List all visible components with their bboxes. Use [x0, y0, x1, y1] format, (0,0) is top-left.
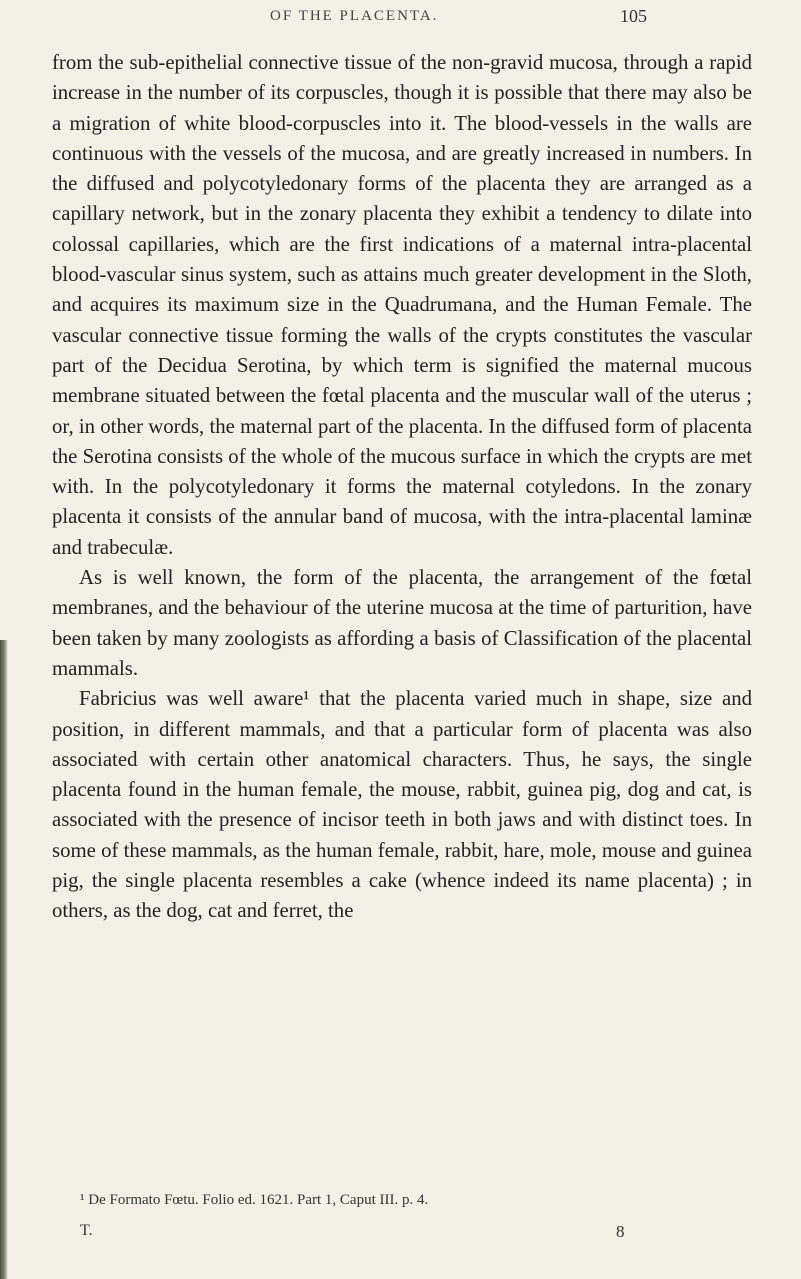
body-text	[52, 48, 752, 927]
signature-number: 8	[616, 1222, 625, 1241]
running-head: OF THE PLACENTA.	[270, 8, 439, 24]
footnote: ¹ De Formato Fœtu. Folio ed. 1621. Part 1, Caput III. p. 4.	[80, 1192, 429, 1208]
paragraph: Fabricius was well aware¹ that the placenta varied much in shape, size and position, in different mammals, and that a particular form of placenta was also associated with certain other anatomical characters. Thus, he says, the single placenta found in the human female, the mouse, rabbit, guinea pig, dog and cat, is associated with the presence of incisor teeth in both jaws and with distinct toes. In some of these mammals, as the human female, rabbit, hare, mole, mouse and guinea pig, the single placenta resembles a cake (whence indeed its name placenta) ; in others, as the dog, cat and ferret, the	[52, 687, 752, 923]
binding-edge-shadow	[0, 640, 8, 1279]
paragraph: from the sub-epithelial connective tissue of the non-gravid mucosa, through a rapid increase in the number of its corpuscles, though it is possible that there may also be a migration of white blood-corpuscles into it. The blood-vessels in the walls are continuous with the vessels of the mucosa, and are greatly increased in numbers. In the diffused and polycotyledonary forms of the placenta they are arranged as a capillary network, but in the zonary placenta they exhibit a tendency to dilate into colossal capillaries, which are the first indications of a maternal intra-placental blood-vascular sinus system, such as attains much greater development in the Sloth, and acquires its maximum size in the Quadrumana, and the Human Female. The vascular connective tissue forming the walls of the crypts constitutes the vascular part of the Decidua Serotina, by which term is signified the maternal mucous membrane situated between the fœtal placenta and the muscular wall of the uterus ; or, in other words, the maternal part of the placenta. In the diffused form of placenta the Serotina consists of the whole of the mucous surface in which the crypts are met with. In the polycotyledonary it forms the maternal cotyledons. In the zonary placenta it consists of the annular band of mucosa, with the intra-placental laminæ and trabeculæ.	[52, 51, 752, 559]
page-number: 105	[620, 6, 647, 26]
paragraph: As is well known, the form of the placenta, the arrangement of the fœtal membranes, and the behaviour of the uterine mucosa at the time of parturition, have been taken by many zoologists as affording a basis of Classification of the placental mammals.	[52, 566, 752, 680]
signature-mark: T.	[80, 1222, 93, 1239]
